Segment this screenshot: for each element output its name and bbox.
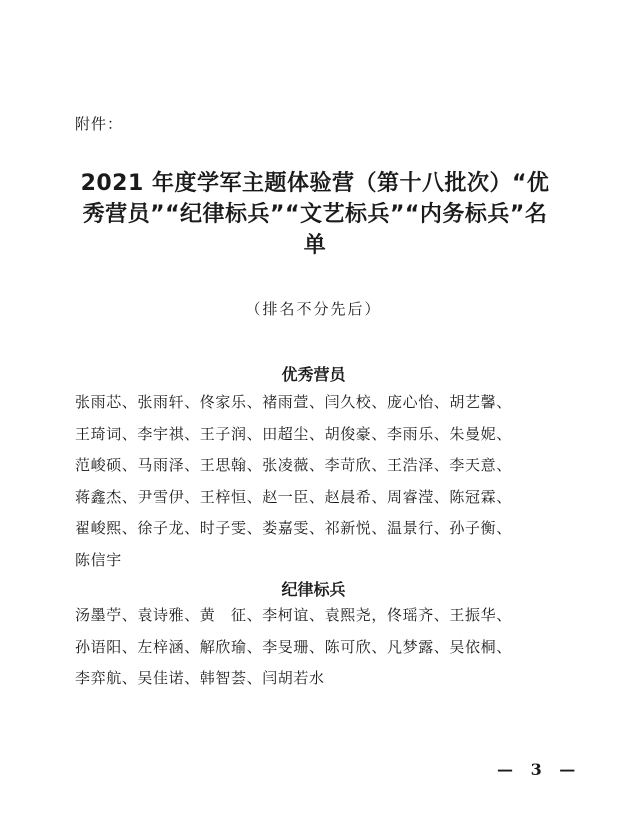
- document-title: [70, 168, 560, 261]
- name-line: 李弈航、吴佳诺、韩智荟、闫胡若水: [75, 669, 325, 687]
- name-line: 蒋鑫杰、尹雪伊、王梓恒、赵一臣、赵晨希、周睿滢、陈冠霖、: [75, 487, 512, 506]
- page-number: — 3 —: [497, 760, 582, 779]
- name-line: 汤墨苧、袁诗雅、黄 征、李柯谊、袁熙尧，佟瑶齐、王振华、: [75, 606, 512, 624]
- section-heading-excellent-campers: 优秀营员: [281, 365, 346, 384]
- name-line: 翟峻熙、徐子龙、时子雯、娄嘉雯、祁新悦、温景行、孙子衡、: [75, 519, 512, 537]
- title-line-2: 秀营员”“纪律标兵”“文艺标兵”“内务标兵”名: [82, 202, 548, 227]
- name-line: 张雨芯、张雨轩、佟家乐、褚雨萱、闫久校、庞心怡、胡艺馨、: [75, 393, 512, 411]
- title-line-1: 2021 年度学军主题体验营（第十八批次）“优: [80, 171, 550, 196]
- title-line-3: 单: [303, 233, 327, 258]
- name-list-discipline-models: [75, 600, 565, 695]
- attachment-label: 附件：: [75, 115, 124, 133]
- name-list-excellent-campers: [75, 387, 565, 576]
- name-line: 陈信宇: [75, 550, 122, 569]
- ranking-note: （排名不分先后）: [245, 300, 382, 318]
- name-line: 范峻硕、马雨泽、王思翰、张凌薇、李苛欣、王浩泽、李天意、: [75, 456, 512, 474]
- name-line: 王琦词、李宇祺、王子润、田超尘、胡俊豪、李雨乐、朱曼妮、: [75, 424, 512, 443]
- name-line: 孙语阳、左梓涵、解欣瑜、李旻珊、陈可欣、凡梦露、吴依桐、: [75, 637, 512, 656]
- section-heading-discipline-models: 纪律标兵: [281, 580, 346, 599]
